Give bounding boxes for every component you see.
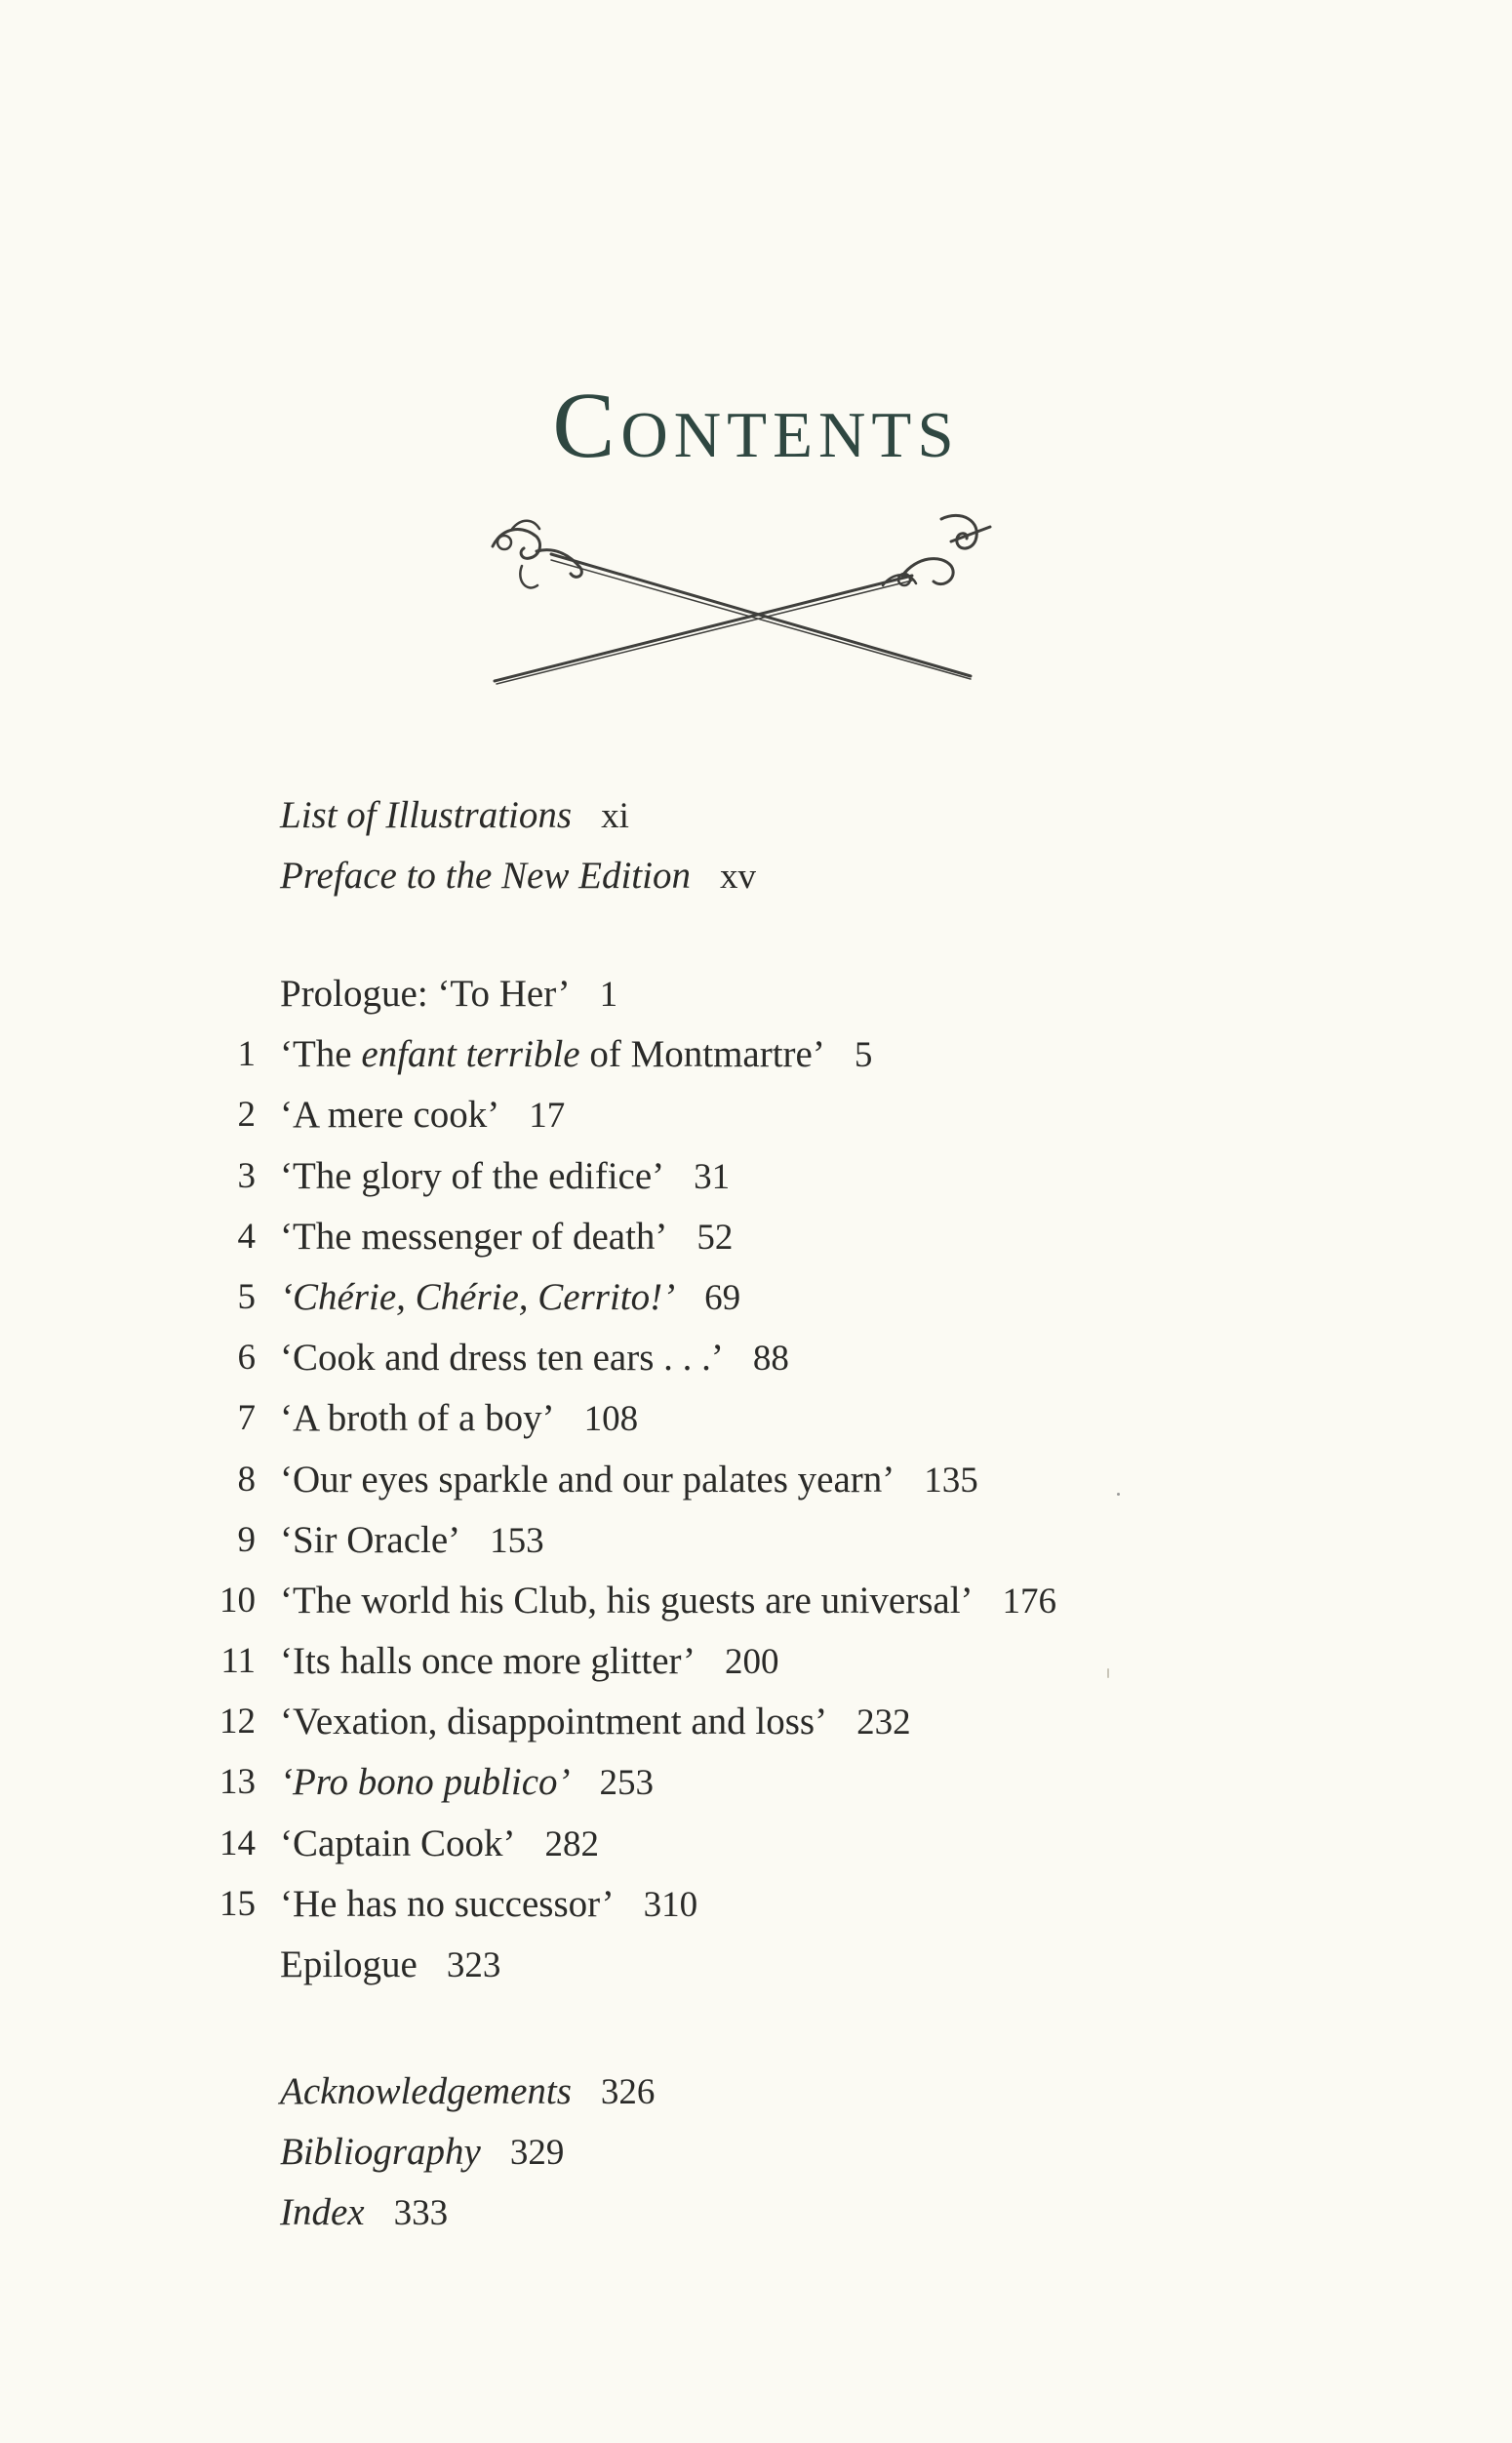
entry-title: Prologue: ‘To Her’ bbox=[280, 973, 571, 1015]
entry-title: List of Illustrations bbox=[280, 794, 573, 836]
chapter-number: 3 bbox=[237, 1155, 256, 1196]
entry-page-number: 52 bbox=[696, 1217, 734, 1258]
entry-page-number: 333 bbox=[393, 2193, 449, 2234]
entry-page-number: 323 bbox=[446, 1945, 501, 1985]
toc-entry-list-of-illustrations[interactable] bbox=[0, 785, 1512, 846]
toc-entry-preface[interactable] bbox=[0, 846, 1512, 906]
entry-page-number: 310 bbox=[643, 1884, 698, 1925]
entry-page-number: 153 bbox=[490, 1520, 544, 1561]
entry-title: ‘A mere cook’ bbox=[280, 1094, 500, 1137]
entry-page-number: 176 bbox=[1002, 1581, 1057, 1622]
chapter-number: 6 bbox=[237, 1338, 256, 1379]
entry-title: Preface to the New Edition bbox=[280, 855, 691, 898]
entry-page-number: xi bbox=[601, 796, 629, 836]
entry-title: ‘A broth of a boy’ bbox=[280, 1397, 555, 1440]
entry-page-number: 253 bbox=[599, 1763, 655, 1804]
entry-title: Acknowledgements bbox=[280, 2070, 572, 2112]
toc-entry-chapter-14[interactable] bbox=[0, 1814, 1512, 1874]
toc-entry-chapter-8[interactable] bbox=[0, 1450, 1512, 1510]
chapter-number: 14 bbox=[219, 1822, 256, 1863]
chapter-number: 8 bbox=[237, 1459, 256, 1500]
toc-entry-chapter-13[interactable] bbox=[0, 1752, 1512, 1813]
entry-title-start: ‘The bbox=[280, 1033, 362, 1076]
entry-page-number: 1 bbox=[599, 975, 618, 1015]
entry-title: ‘Sir Oracle’ bbox=[280, 1518, 461, 1561]
toc-entry-chapter-1[interactable] bbox=[0, 1024, 1512, 1085]
entry-title: Epilogue bbox=[280, 1943, 418, 1985]
paper-speck bbox=[1107, 1668, 1109, 1678]
entry-page-number: 5 bbox=[854, 1035, 873, 1076]
entry-title-italic: ‘Chérie, Chérie, Cerrito!’ bbox=[280, 1275, 676, 1318]
entry-page-number: 200 bbox=[724, 1642, 779, 1683]
entry-page-number: xv bbox=[719, 857, 756, 898]
entry-title: ‘Our eyes sparkle and our palates yearn’ bbox=[280, 1458, 895, 1501]
chapter-number: 2 bbox=[237, 1095, 256, 1136]
chapter-number: 7 bbox=[237, 1398, 256, 1439]
entry-title: ‘He has no successor’ bbox=[280, 1882, 615, 1925]
toc-entry-chapter-15[interactable] bbox=[0, 1874, 1512, 1935]
entry-title: ‘Captain Cook’ bbox=[280, 1822, 516, 1864]
toc-entry-chapter-3[interactable] bbox=[0, 1146, 1512, 1207]
entry-title: ‘The world his Club, his guests are universal’ bbox=[280, 1579, 974, 1622]
entry-title: ‘The glory of the edifice’ bbox=[280, 1154, 665, 1197]
chapter-number: 9 bbox=[237, 1519, 256, 1560]
entry-title: Bibliography bbox=[280, 2131, 481, 2174]
toc-entry-chapter-6[interactable] bbox=[0, 1328, 1512, 1388]
chapter-number: 13 bbox=[219, 1762, 256, 1803]
back-matter-list bbox=[0, 2062, 1512, 2244]
chapter-number: 1 bbox=[237, 1034, 256, 1075]
crossed-swords-icon bbox=[483, 507, 1000, 702]
entry-title-italic: ‘Pro bono publico’ bbox=[280, 1761, 571, 1804]
front-matter-list bbox=[0, 785, 1512, 906]
toc-entry-acknowledgements[interactable] bbox=[0, 2062, 1512, 2122]
toc-entry-chapter-9[interactable] bbox=[0, 1510, 1512, 1571]
chapter-number: 15 bbox=[219, 1883, 256, 1924]
toc-entry-prologue[interactable] bbox=[0, 964, 1512, 1024]
chapter-number: 10 bbox=[219, 1580, 256, 1621]
entry-page-number: 329 bbox=[509, 2133, 565, 2174]
toc-entry-index[interactable] bbox=[0, 2183, 1512, 2243]
chapter-number: 4 bbox=[237, 1216, 256, 1257]
entry-page-number: 282 bbox=[544, 1823, 600, 1864]
toc-entry-chapter-2[interactable] bbox=[0, 1085, 1512, 1145]
chapter-number: 11 bbox=[220, 1641, 256, 1682]
toc-entry-chapter-7[interactable] bbox=[0, 1388, 1512, 1449]
entry-title: Index bbox=[280, 2191, 365, 2234]
entry-page-number: 31 bbox=[694, 1156, 731, 1197]
entry-page-number: 326 bbox=[600, 2072, 656, 2112]
entry-title: ‘Its halls once more glitter’ bbox=[280, 1640, 696, 1683]
page-title: Contents bbox=[552, 373, 960, 477]
entry-page-number: 88 bbox=[752, 1339, 789, 1380]
paper-speck bbox=[1117, 1493, 1120, 1496]
toc-entry-chapter-10[interactable] bbox=[0, 1571, 1512, 1631]
chapter-list bbox=[0, 964, 1512, 1995]
toc-entry-bibliography[interactable] bbox=[0, 2122, 1512, 2183]
entry-title: ‘The messenger of death’ bbox=[280, 1215, 668, 1258]
entry-page-number: 232 bbox=[856, 1702, 911, 1743]
chapter-number: 12 bbox=[219, 1702, 256, 1742]
entry-title: ‘Cook and dress ten ears . . .’ bbox=[280, 1337, 724, 1380]
entry-title: ‘Vexation, disappointment and loss’ bbox=[280, 1701, 828, 1743]
toc-entry-chapter-11[interactable] bbox=[0, 1631, 1512, 1692]
toc-entry-chapter-12[interactable] bbox=[0, 1692, 1512, 1752]
entry-page-number: 108 bbox=[583, 1399, 639, 1440]
entry-page-number: 135 bbox=[924, 1460, 978, 1501]
toc-entry-epilogue[interactable] bbox=[0, 1935, 1512, 1995]
entry-page-number: 17 bbox=[529, 1096, 566, 1137]
toc-entry-chapter-5[interactable] bbox=[0, 1267, 1512, 1328]
entry-title-italic: enfant terrible bbox=[361, 1033, 580, 1076]
entry-page-number: 69 bbox=[704, 1277, 741, 1318]
entry-title-end: of Montmartre’ bbox=[579, 1033, 825, 1076]
chapter-number: 5 bbox=[237, 1276, 256, 1317]
toc-entry-chapter-4[interactable] bbox=[0, 1207, 1512, 1267]
